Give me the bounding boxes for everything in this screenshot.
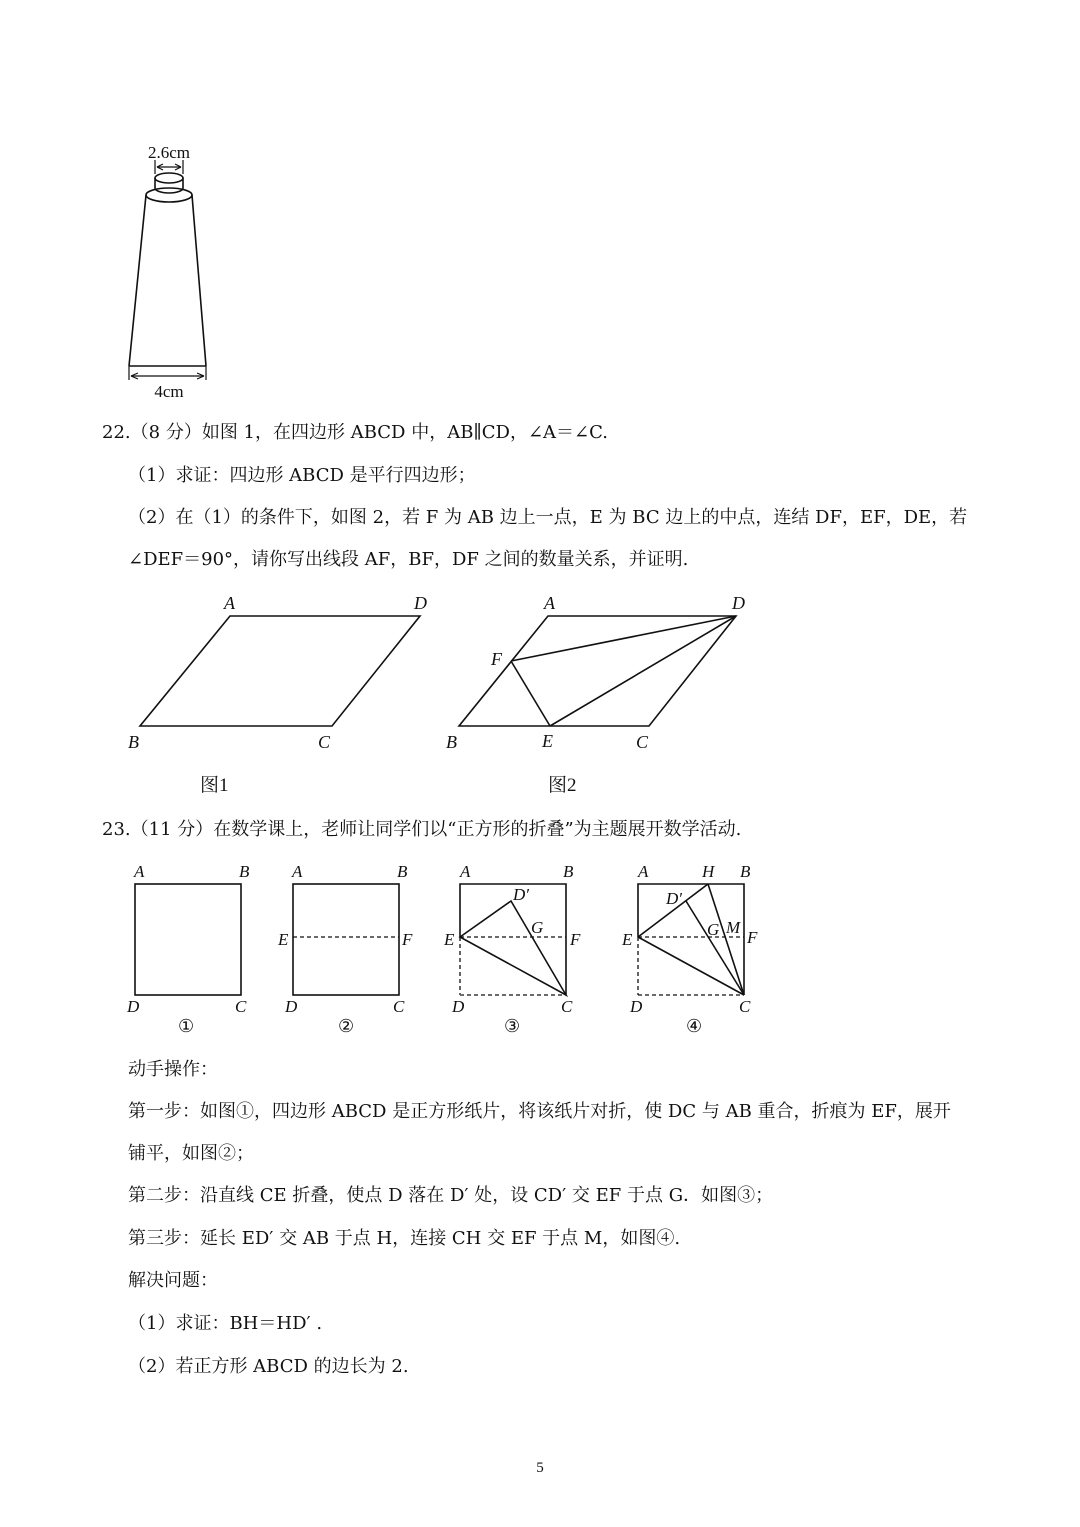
q23-score: （11 分） [130,819,214,840]
label-c: C [235,997,247,1016]
square-figure-3 [443,862,581,1036]
label-a: A [224,593,235,613]
label-d-prime: D′ [666,889,682,908]
bottom-diameter-label: 4cm [154,382,184,401]
q22-number: 22. [102,422,131,443]
sub-question-1: （1）求证：BH＝HD′ . [128,1313,323,1334]
solve-title: 解决问题： [128,1270,218,1291]
label-a: A [292,862,303,881]
q22-header [102,422,608,444]
label-f: F [570,930,581,949]
parallelogram-abcd [459,616,736,726]
step1-line2: 铺平，如图②； [128,1143,254,1164]
label-d: D [414,593,427,613]
q22-part2-line1: （2）在（1）的条件下，如图 2，若 F 为 AB 边上一点，E 为 BC 边上的中点，连结 DF，EF，DE，若 [128,507,968,528]
q23-header [102,819,741,841]
label-c: C [739,997,751,1016]
q22-figure-2 [440,590,760,800]
label-e: E [278,930,289,949]
square-figure-2 [277,862,413,1036]
step2: 第二步：沿直线 CE 折叠，使点 D 落在 D′ 处，设 CD′ 交 EF 于点 G．如图③； [128,1185,774,1206]
label-c: C [636,732,649,752]
segment-df [511,616,736,661]
label-c: C [318,732,331,752]
label-d: D [285,997,298,1016]
step1-line1: 第一步：如图①，四边形 ABCD 是正方形纸片，将该纸片对折，使 DC 与 AB 重合，折痕为 EF，展开 [128,1101,951,1122]
segment-fe [511,661,550,726]
q22-figure-1 [120,590,440,800]
sub-question-2: （2）若正方形 ABCD 的边长为 2. [128,1356,409,1377]
q23-number: 23. [102,819,131,840]
ops-title: 动手操作： [128,1059,218,1080]
label-e: E [444,930,455,949]
label-g: G [707,920,720,939]
q23-statement: 在数学课上，老师让同学们以“正方形的折叠”为主题展开数学活动. [213,819,742,840]
square-figure-4 [621,862,758,1036]
label-d: D [732,593,745,613]
caption-3: ③ [504,1016,521,1036]
q22-statement: 如图 1，在四边形 ABCD 中，AB∥CD，∠A＝∠C. [201,422,608,443]
q22-part2-line2: ∠DEF＝90°，请你写出线段 AF，BF，DF 之间的数量关系，并证明. [128,549,689,570]
label-c: C [561,997,573,1016]
label-b: B [128,732,139,752]
q22-score: （8 分） [130,422,202,443]
figure-2-caption: 图2 [548,775,577,796]
label-f: F [402,930,413,949]
parallelogram-abcd [140,616,420,726]
label-a: A [460,862,471,881]
label-d: D [127,997,140,1016]
label-b: B [446,732,457,752]
segment-ed [550,616,736,726]
figure-1-caption: 图1 [200,775,229,796]
label-g: G [531,918,544,937]
q21-cone-figure [115,140,225,405]
q22-part1: （1）求证：四边形 ABCD 是平行四边形； [128,465,476,486]
label-b: B [563,862,574,881]
caption-1: ① [178,1016,195,1036]
label-b: B [740,862,751,881]
label-a: A [638,862,649,881]
page-number: 5 [536,1460,544,1476]
label-d: D [630,997,643,1016]
caption-4: ④ [686,1016,703,1036]
label-e: E [622,930,633,949]
label-b: B [397,862,408,881]
label-d: D [452,997,465,1016]
q23-figures [120,855,770,1040]
label-f: F [491,649,502,669]
top-diameter-label: 2.6cm [147,143,191,162]
label-f: F [747,928,758,947]
square-figure-1 [126,862,250,1036]
label-a: A [134,862,145,881]
label-h: H [702,862,715,881]
caption-2: ② [338,1016,355,1036]
label-e: E [542,731,553,751]
label-m: M [726,918,741,937]
label-c: C [393,997,405,1016]
step3: 第三步：延长 ED′ 交 AB 于点 H，连接 CH 交 EF 于点 M，如图④. [128,1228,681,1249]
label-a: A [544,593,555,613]
label-d-prime: D′ [513,885,529,904]
label-b: B [239,862,250,881]
